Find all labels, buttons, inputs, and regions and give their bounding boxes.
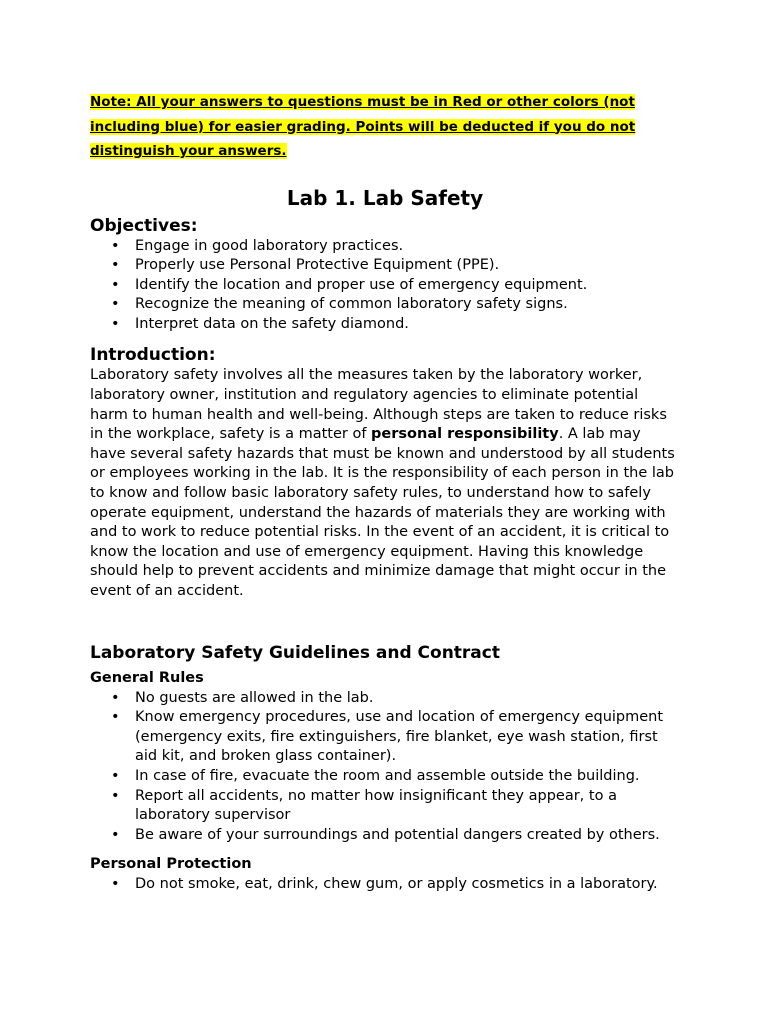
- rule-item: • Be aware of your surroundings and potential dangers created by others.: [90, 826, 680, 846]
- objective-item: • Properly use Personal Protective Equipment (PPE).: [90, 256, 680, 276]
- protection-item: • Do not smoke, eat, drink, chew gum, or apply cosmetics in a laboratory.: [90, 875, 680, 895]
- intro-text-after: . A lab may have several safety hazards that must be known and understood by all students or employees working in the lab. It is the responsibility of each person in the lab to know and follow basic laboratory safety rules, to understand how to safely operate equipment, understand the hazards of materials they are working with and to work to reduce potential risks. In the event of an accident, it is critical to know the location and use of emergency equipment. Having this knowledge should help to prevent accidents and minimize damage that might occur in the event of an accident.: [90, 426, 675, 599]
- objective-item: • Engage in good laboratory practices.: [90, 237, 680, 257]
- intro-text-before: Laboratory safety involves all the measures taken by the laboratory worker, laboratory owner, institution and regulatory agencies to eliminate potential harm to human health and well-being. Although steps are taken to reduce risks in the workplace, safety is a matter of: [90, 367, 667, 443]
- grading-note: [90, 90, 680, 164]
- lab-title: Lab 1. Lab Safety: [286, 185, 484, 210]
- objective-item: • Recognize the meaning of common laboratory safety signs.: [90, 295, 680, 315]
- objective-item: • Identify the location and proper use of emergency equipment.: [90, 276, 680, 296]
- intro-bold-phrase: personal responsibility: [371, 426, 559, 443]
- general-rules-list: [90, 689, 680, 846]
- objectives-heading: Objectives:: [90, 215, 198, 236]
- rule-item: • Report all accidents, no matter how insignificant they appear, to a laboratory supervisor: [90, 787, 680, 826]
- objective-item: • Interpret data on the safety diamond.: [90, 315, 680, 335]
- document-content: [90, 90, 680, 895]
- general-rules-heading: General Rules: [90, 669, 204, 686]
- personal-protection-heading: Personal Protection: [90, 856, 252, 873]
- introduction-paragraph: [90, 366, 680, 601]
- rule-item: • No guests are allowed in the lab.: [90, 689, 680, 709]
- guidelines-heading: Laboratory Safety Guidelines and Contract: [90, 642, 500, 663]
- objectives-list: [90, 237, 680, 335]
- note-highlight: Note: All your answers to questions must be in Red or other colors (not including blue) for easier grading. Points will be deducted if you do not distinguish your answers.: [90, 94, 636, 159]
- introduction-heading: Introduction:: [90, 345, 216, 366]
- rule-item: • Know emergency procedures, use and location of emergency equipment (emergency exits, fire extinguishers, fire blanket, eye wash station, first aid kit, and broken glass container).: [90, 708, 680, 767]
- rule-item: • In case of fire, evacuate the room and assemble outside the building.: [90, 767, 680, 787]
- personal-protection-list: [90, 875, 680, 895]
